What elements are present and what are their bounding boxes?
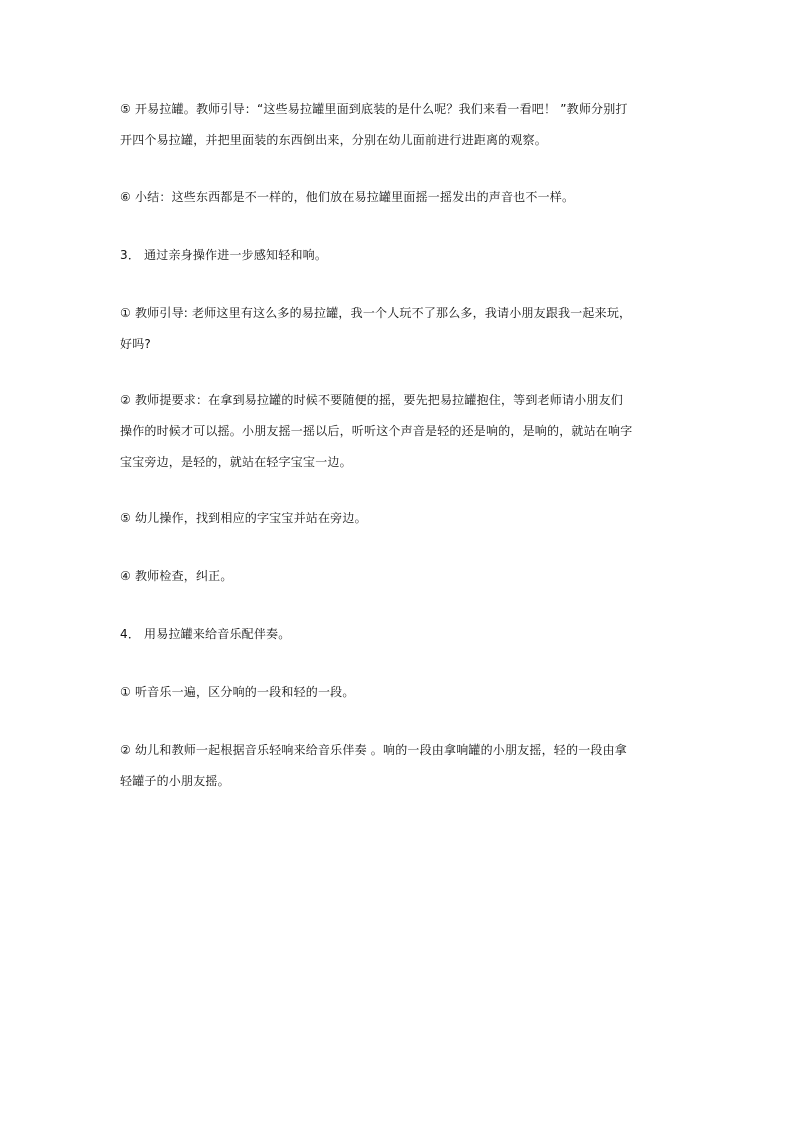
paragraph-4-step-2 xyxy=(120,735,680,797)
paragraph-3-step-4 xyxy=(120,561,680,592)
paragraph-step-5-open-cans xyxy=(120,94,680,156)
text-line: 4． 用易拉罐来给音乐配伴奏。 xyxy=(120,627,291,641)
text-line: ② 幼儿和教师一起根据音乐轻响来给音乐伴奏 。响的一段由拿响罐的小朋友摇，轻的一段由拿 xyxy=(120,743,627,757)
paragraph-3-step-1 xyxy=(120,298,680,360)
text-line: 操作的时候才可以摇。小朋友摇一摇以后，听听这个声音是轻的还是响的，是响的，就站在响字 xyxy=(120,424,633,438)
section-heading-3 xyxy=(120,240,680,271)
text-line: ⑤ 幼儿操作，找到相应的字宝宝并站在旁边。 xyxy=(120,511,367,525)
text-line: ⑥ 小结：这些东西都是不一样的，他们放在易拉罐里面摇一摇发出的声音也不一样。 xyxy=(120,190,575,204)
text-line: 宝宝旁边，是轻的，就站在轻字宝宝一边。 xyxy=(120,455,352,469)
paragraph-3-step-3 xyxy=(120,503,680,534)
section-heading-4 xyxy=(120,619,680,650)
text-line: 开四个易拉罐，并把里面装的东西倒出来，分别在幼儿面前进行进距离的观察。 xyxy=(120,133,548,147)
paragraph-4-step-1 xyxy=(120,677,680,708)
paragraph-3-step-2 xyxy=(120,385,680,478)
text-line: 轻罐子的小朋友摇。 xyxy=(120,774,230,788)
text-line: ① 教师引导: 老师这里有这么多的易拉罐，我一个人玩不了那么多，我请小朋友跟我一起来玩， xyxy=(120,306,632,320)
paragraph-step-6-summary xyxy=(120,182,680,213)
text-line: ② 教师提要求：在拿到易拉罐的时候不要随便的摇，要先把易拉罐抱住，等到老师请小朋友们 xyxy=(120,393,623,407)
text-line: ⑤ 开易拉罐。教师引导：“这些易拉罐里面到底装的是什么呢？我们来看一看吧！ ”教师分别打 xyxy=(120,102,628,116)
text-line: 好吗? xyxy=(120,337,151,351)
text-line: ④ 教师检查，纠正。 xyxy=(120,569,233,583)
text-line: ① 听音乐一遍，区分响的一段和轻的一段。 xyxy=(120,685,355,699)
text-line: 3． 通过亲身操作进一步感知轻和响。 xyxy=(120,248,328,262)
